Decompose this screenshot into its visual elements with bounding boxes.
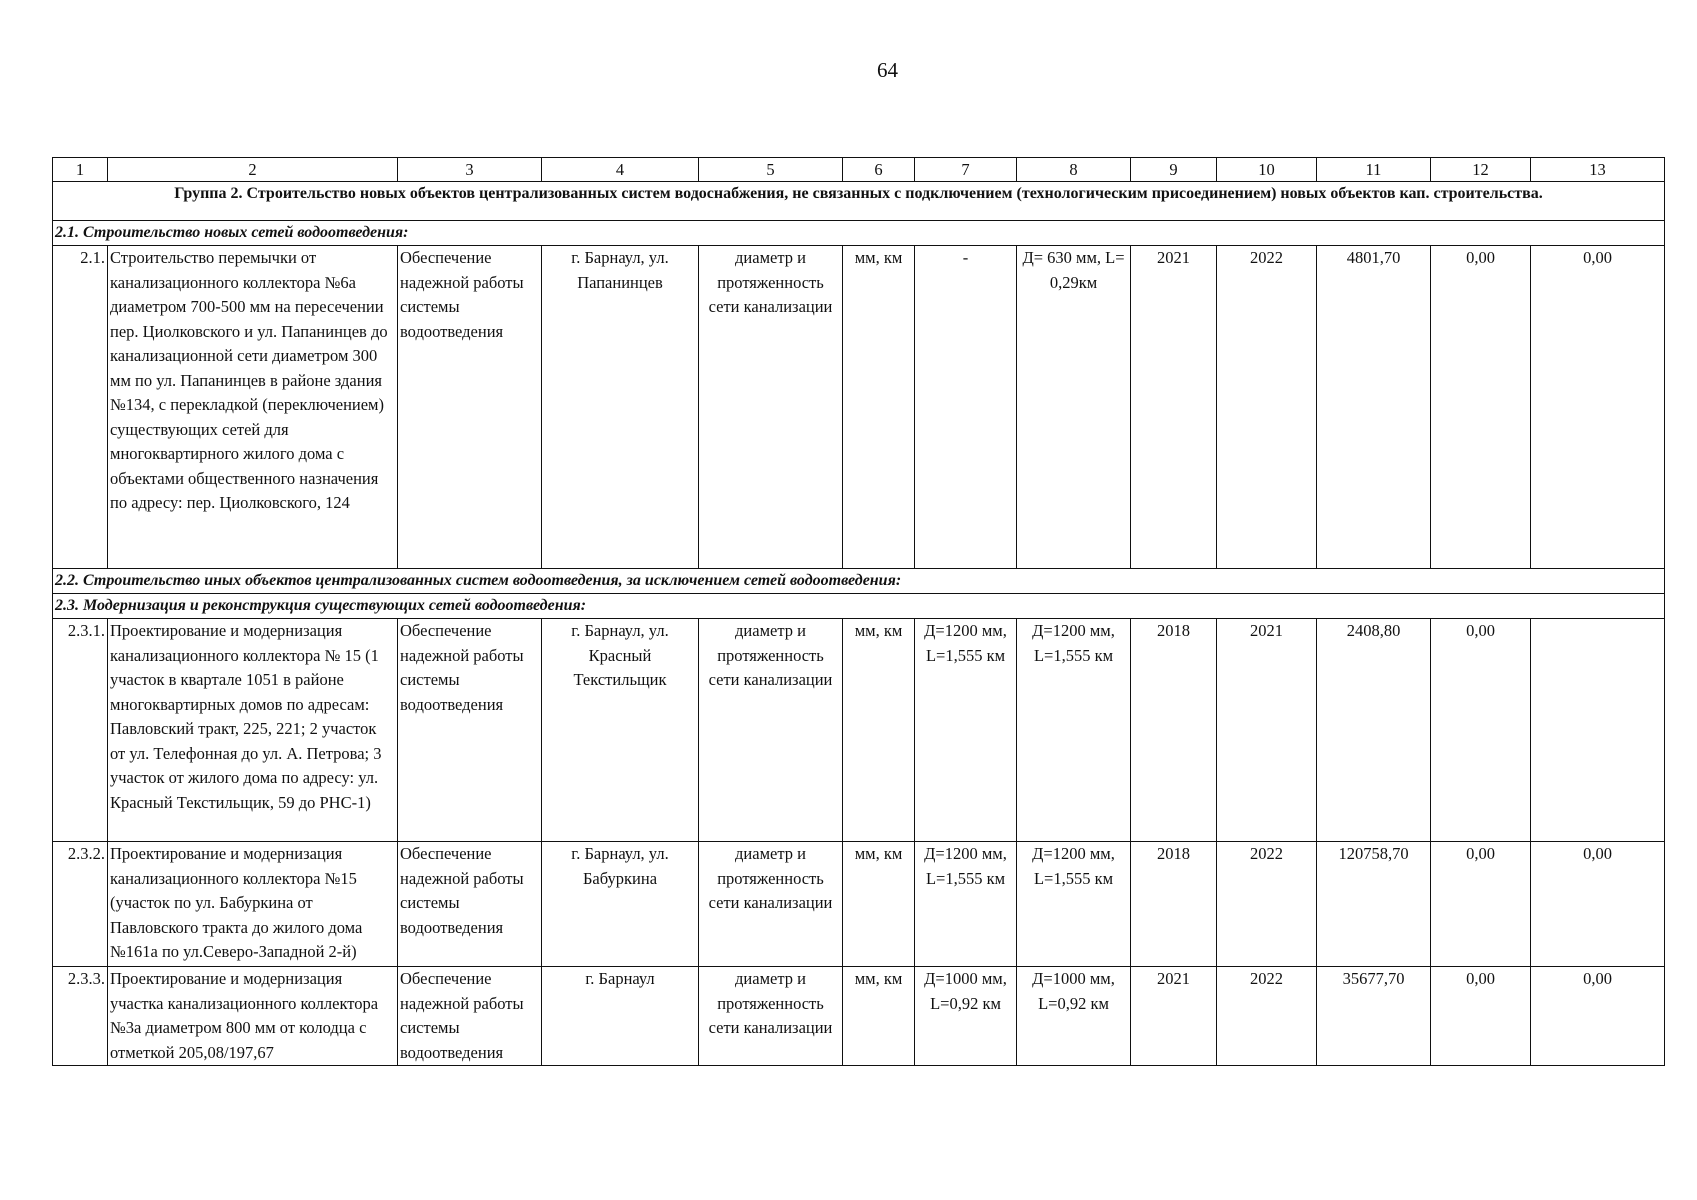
value-before: - bbox=[915, 246, 1017, 569]
table-row bbox=[53, 967, 1665, 1066]
indicator: диаметр и протяженность сети канализации bbox=[699, 967, 843, 1066]
project-location: г. Барнаул, ул. Бабуркина bbox=[542, 842, 699, 967]
start-year: 2021 bbox=[1131, 246, 1217, 569]
cost-value: 2408,80 bbox=[1317, 619, 1431, 842]
column-13-value: 0,00 bbox=[1531, 842, 1665, 967]
column-header: 10 bbox=[1217, 158, 1317, 182]
column-13-value bbox=[1531, 619, 1665, 842]
table-row bbox=[53, 842, 1665, 967]
section-row bbox=[53, 569, 1665, 594]
column-number-row bbox=[53, 158, 1665, 182]
indicator: диаметр и протяженность сети канализации bbox=[699, 246, 843, 569]
section-row bbox=[53, 221, 1665, 246]
start-year: 2018 bbox=[1131, 842, 1217, 967]
section-title-2-3: 2.3. Модернизация и реконструкция существующих сетей водоотведения: bbox=[53, 594, 1665, 619]
column-header: 3 bbox=[398, 158, 542, 182]
column-header: 5 bbox=[699, 158, 843, 182]
group-title: Группа 2. Строительство новых объектов централизованных систем водоснабжения, не связанных с подключением (технологическим присоединением) новых объектов кап. строительства. bbox=[53, 182, 1665, 221]
table-row bbox=[53, 619, 1665, 842]
page-number: 64 bbox=[877, 58, 898, 82]
end-year: 2022 bbox=[1217, 246, 1317, 569]
project-location: г. Барнаул, ул. Папанинцев bbox=[542, 246, 699, 569]
project-name: Проектирование и модернизация участка канализационного коллектора №3а диаметром 800 мм от колодца с отметкой 205,08/197,67 bbox=[108, 967, 398, 1066]
column-12-value: 0,00 bbox=[1431, 842, 1531, 967]
end-year: 2022 bbox=[1217, 967, 1317, 1066]
section-title-2-1: 2.1. Строительство новых сетей водоотведения: bbox=[53, 221, 1665, 246]
project-purpose: Обеспечение надежной работы системы водоотведения bbox=[398, 842, 542, 967]
value-before: Д=1200 мм, L=1,555 км bbox=[915, 842, 1017, 967]
project-location: г. Барнаул, ул. Красный Текстильщик bbox=[542, 619, 699, 842]
column-header: 2 bbox=[108, 158, 398, 182]
column-12-value: 0,00 bbox=[1431, 967, 1531, 1066]
value-after: Д=1000 мм, L=0,92 км bbox=[1017, 967, 1131, 1066]
project-name: Строительство перемычки от канализационного коллектора №6а диаметром 700-500 мм на пересечении пер. Циолковского и ул. Папанинцев до канализационной сети диаметром 300 мм по ул. Папанинцев в районе здания №134, с перекладкой (переключением) существующих сетей для многоквартирного жилого дома с объектами общественного назначения по адресу: пер. Циолковского, 124 bbox=[108, 246, 398, 569]
row-number: 2.3.2. bbox=[53, 842, 108, 967]
investment-program-table bbox=[52, 157, 1665, 1066]
unit: мм, км bbox=[843, 246, 915, 569]
column-12-value: 0,00 bbox=[1431, 246, 1531, 569]
end-year: 2021 bbox=[1217, 619, 1317, 842]
group-title-row bbox=[53, 182, 1665, 221]
value-after: Д=1200 мм, L=1,555 км bbox=[1017, 619, 1131, 842]
row-number: 2.3.1. bbox=[53, 619, 108, 842]
unit: мм, км bbox=[843, 842, 915, 967]
value-after: Д= 630 мм, L= 0,29км bbox=[1017, 246, 1131, 569]
column-header: 8 bbox=[1017, 158, 1131, 182]
project-purpose: Обеспечение надежной работы системы водоотведения bbox=[398, 246, 542, 569]
column-header: 11 bbox=[1317, 158, 1431, 182]
column-header: 9 bbox=[1131, 158, 1217, 182]
column-header: 6 bbox=[843, 158, 915, 182]
table-row bbox=[53, 246, 1665, 569]
row-number: 2.3.3. bbox=[53, 967, 108, 1066]
column-12-value: 0,00 bbox=[1431, 619, 1531, 842]
value-before: Д=1000 мм, L=0,92 км bbox=[915, 967, 1017, 1066]
row-number: 2.1. bbox=[53, 246, 108, 569]
column-13-value: 0,00 bbox=[1531, 246, 1665, 569]
cost-value: 4801,70 bbox=[1317, 246, 1431, 569]
indicator: диаметр и протяженность сети канализации bbox=[699, 842, 843, 967]
column-header: 4 bbox=[542, 158, 699, 182]
end-year: 2022 bbox=[1217, 842, 1317, 967]
column-header: 7 bbox=[915, 158, 1017, 182]
column-header: 1 bbox=[53, 158, 108, 182]
start-year: 2021 bbox=[1131, 967, 1217, 1066]
column-header: 12 bbox=[1431, 158, 1531, 182]
unit: мм, км bbox=[843, 967, 915, 1066]
start-year: 2018 bbox=[1131, 619, 1217, 842]
cost-value: 120758,70 bbox=[1317, 842, 1431, 967]
section-row bbox=[53, 594, 1665, 619]
project-purpose: Обеспечение надежной работы системы водоотведения bbox=[398, 619, 542, 842]
project-name: Проектирование и модернизация канализационного коллектора №15 (участок по ул. Бабуркина от Павловского тракта до жилого дома №161а по ул.Северо-Западной 2-й) bbox=[108, 842, 398, 967]
column-header: 13 bbox=[1531, 158, 1665, 182]
project-location: г. Барнаул bbox=[542, 967, 699, 1066]
cost-value: 35677,70 bbox=[1317, 967, 1431, 1066]
project-name: Проектирование и модернизация канализационного коллектора № 15 (1 участок в квартале 1051 в районе многоквартирных домов по адресам: Павловский тракт, 225, 221; 2 участок от ул. Телефонная до ул. А. Петрова; 3 участок от жилого дома по адресу: ул. Красный Текстильщик, 59 до РНС-1) bbox=[108, 619, 398, 842]
project-purpose: Обеспечение надежной работы системы водоотведения bbox=[398, 967, 542, 1066]
value-after: Д=1200 мм, L=1,555 км bbox=[1017, 842, 1131, 967]
section-title-2-2: 2.2. Строительство иных объектов централизованных систем водоотведения, за исключением сетей водоотведения: bbox=[53, 569, 1665, 594]
value-before: Д=1200 мм, L=1,555 км bbox=[915, 619, 1017, 842]
column-13-value: 0,00 bbox=[1531, 967, 1665, 1066]
indicator: диаметр и протяженность сети канализации bbox=[699, 619, 843, 842]
unit: мм, км bbox=[843, 619, 915, 842]
